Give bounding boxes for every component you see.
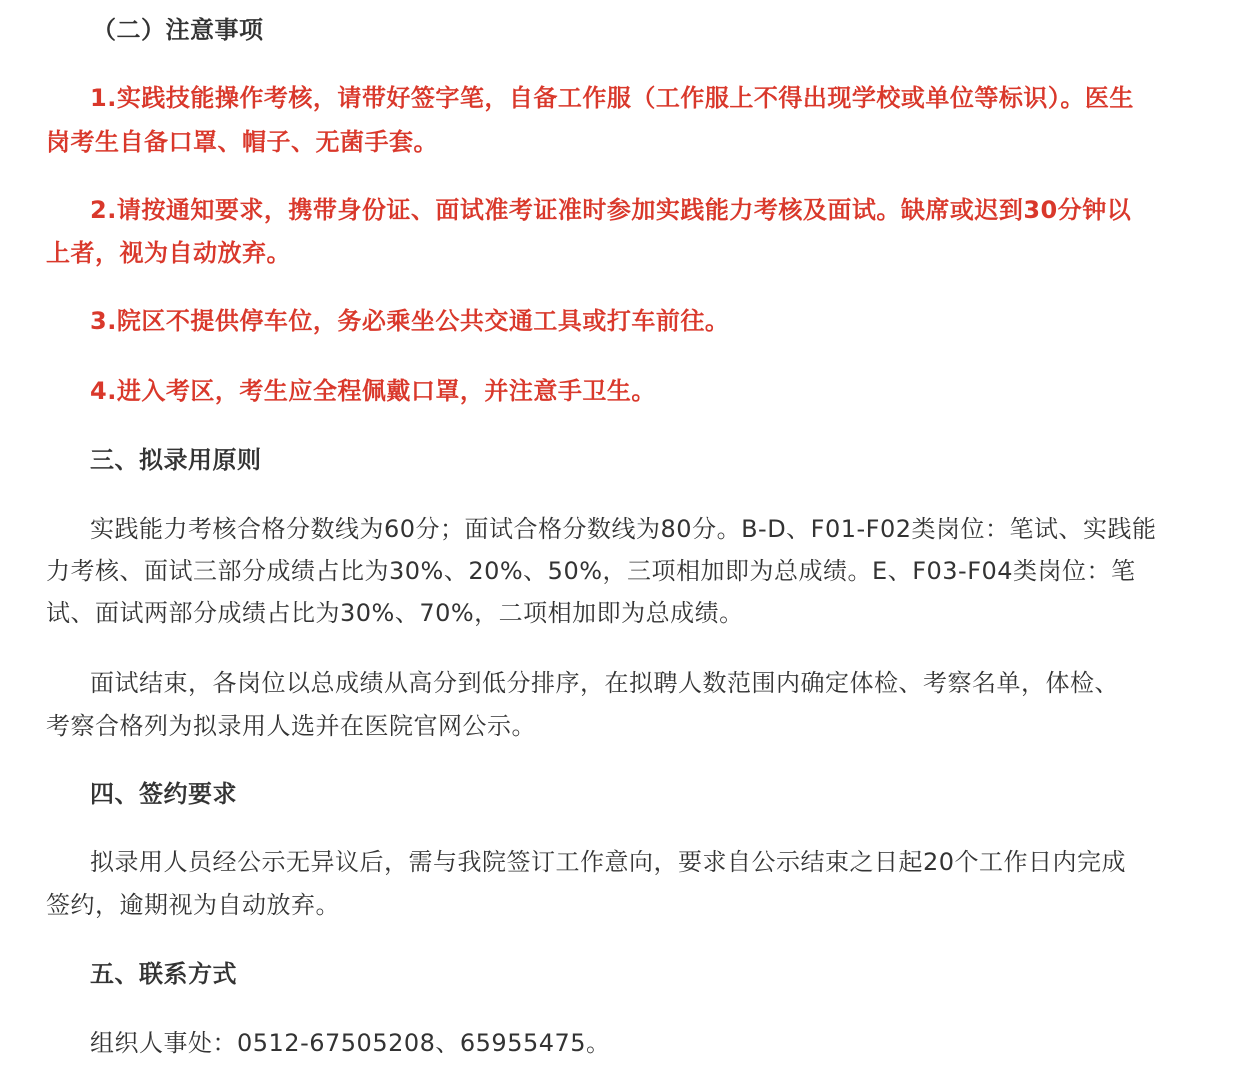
principles-para-1-line-1: 实践能力考核合格分数线为60分；面试合格分数线为80分。B-D、F01-F02类岗位：笔试、实践能 [90,515,1157,543]
principles-para-1-line-2: 力考核、面试三部分成绩占比为30%、20%、50%，三项相加即为总成绩。E、F03-F04类岗位：笔 [46,557,1136,585]
signing-para-line-2: 签约，逾期视为自动放弃。 [46,891,340,919]
signing-para-line-1: 拟录用人员经公示无异议后，需与我院签订工作意向，要求自公示结束之日起20个工作日内完成 [90,848,1127,876]
section-2-heading: （二）注意事项 [92,16,264,44]
notice-item-1-line-2: 岗考生自备口罩、帽子、无菌手套。 [46,128,438,156]
notice-item-4: 4.进入考区，考生应全程佩戴口罩，并注意手卫生。 [90,377,656,405]
notice-item-2-line-2: 上者，视为自动放弃。 [46,239,291,267]
notice-item-2-line-1: 2.请按通知要求，携带身份证、面试准考证准时参加实践能力考核及面试。缺席或迟到30分钟以 [90,196,1132,224]
notice-item-3: 3.院区不提供停车位，务必乘坐公共交通工具或打车前往。 [90,307,730,335]
contact-info: 组织人事处：0512-67505208、65955475。 [90,1029,611,1057]
section-5-heading: 五、联系方式 [90,960,237,988]
section-4-heading: 四、签约要求 [90,780,237,808]
notice-item-1-line-1: 1.实践技能操作考核，请带好签字笔，自备工作服（工作服上不得出现学校或单位等标识）。医生 [90,84,1134,112]
principles-para-2-line-1: 面试结束，各岗位以总成绩从高分到低分排序，在拟聘人数范围内确定体检、考察名单，体检、 [90,669,1119,697]
principles-para-2-line-2: 考察合格列为拟录用人选并在医院官网公示。 [46,712,536,740]
section-3-heading: 三、拟录用原则 [90,446,262,474]
principles-para-1-line-3: 试、面试两部分成绩占比为30%、70%，二项相加即为总成绩。 [46,599,744,627]
